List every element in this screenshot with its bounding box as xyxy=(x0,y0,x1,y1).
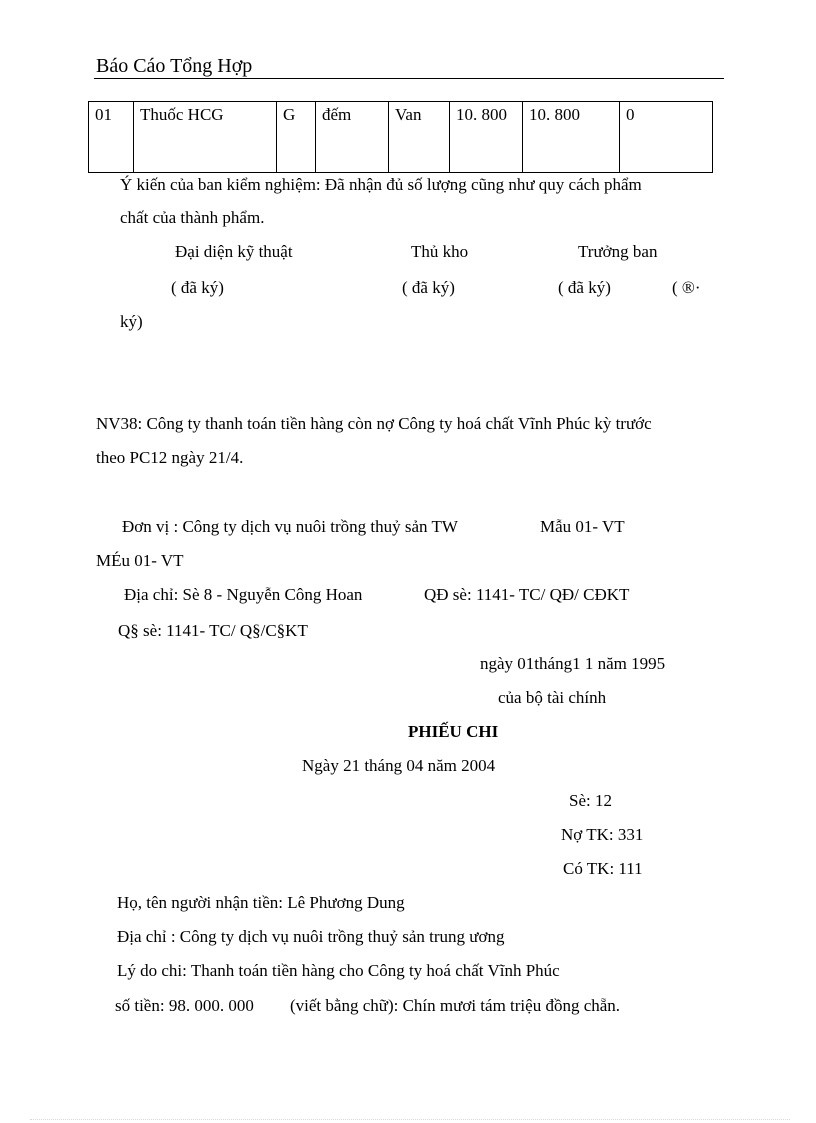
signer-technical: Đại diện kỹ thuật xyxy=(175,242,293,261)
voucher-credit-account: Có TK: 111 xyxy=(563,859,643,878)
form-number-garbled: MÉu 01- VT xyxy=(96,551,184,570)
unit-address: Địa chỉ: Sè 8 - Nguyễn Công Hoan xyxy=(124,585,363,604)
form-number: Mẫu 01- VT xyxy=(540,517,625,536)
table-cell-qty-doc: 10. 800 xyxy=(450,102,523,173)
table-cell-name: Thuốc HCG xyxy=(134,102,277,173)
transaction-line2: theo PC12 ngày 21/4. xyxy=(96,448,244,467)
decision-number: QĐ sè: 1141- TC/ QĐ/ CĐKT xyxy=(424,585,630,604)
signer-storekeeper: Thủ kho xyxy=(411,242,469,261)
table-cell-qty-actual: 10. 800 xyxy=(523,102,620,173)
signed-storekeeper: ( đã ký) xyxy=(402,278,455,297)
signed-technical: ( đã ký) xyxy=(171,278,224,297)
table-cell-method: Van xyxy=(389,102,450,173)
decision-number-garbled: Q§ sè: 1141- TC/ Q§/C§KT xyxy=(118,621,308,640)
decision-date: ngày 01tháng1 1 năm 1995 xyxy=(480,654,666,673)
table-row xyxy=(89,102,713,173)
recipient-address: Địa chỉ : Công ty dịch vụ nuôi trồng thuỷ sản trung ương xyxy=(117,927,505,946)
header-rule xyxy=(94,78,724,79)
transaction-line1: NV38: Công ty thanh toán tiền hàng còn nợ Công ty hoá chất Vĩnh Phúc kỳ trước xyxy=(96,414,652,433)
voucher-debit-account: Nợ TK: 331 xyxy=(561,825,644,844)
signed-extra-wrap: ký) xyxy=(120,312,143,331)
table-cell-unit: đếm xyxy=(316,102,389,173)
payment-amount: số tiền: 98. 000. 000 xyxy=(115,996,254,1015)
signer-head: Trưởng ban xyxy=(578,242,658,261)
ministry-line: của bộ tài chính xyxy=(498,688,607,707)
page-bottom-rule xyxy=(30,1119,790,1120)
voucher-date: Ngày 21 tháng 04 năm 2004 xyxy=(302,756,496,775)
voucher-number: Sè: 12 xyxy=(569,791,612,810)
inspection-opinion-line2: chất của thành phẩm. xyxy=(120,208,265,227)
table-cell-code: G xyxy=(277,102,316,173)
signed-head: ( đã ký) xyxy=(558,278,611,297)
table-cell-no: 01 xyxy=(89,102,134,173)
document-header-title: Báo Cáo Tổng Hợp xyxy=(96,55,253,77)
goods-table xyxy=(88,101,713,173)
voucher-title: PHIẾU CHI xyxy=(408,722,499,741)
payment-amount-words: (viết bằng chữ): Chín mươi tám triệu đồng chẵn. xyxy=(290,996,621,1015)
signed-extra: ( ®· xyxy=(672,278,701,297)
recipient-name: Họ, tên người nhận tiền: Lê Phương Dung xyxy=(117,893,405,912)
table-cell-diff: 0 xyxy=(620,102,713,173)
unit-name: Đơn vị : Công ty dịch vụ nuôi trồng thuỷ sản TW xyxy=(122,517,458,536)
payment-reason: Lý do chi: Thanh toán tiền hàng cho Công ty hoá chất Vĩnh Phúc xyxy=(117,961,560,980)
inspection-opinion-line1: Ý kiến của ban kiểm nghiệm: Đã nhận đủ số lượng cũng như quy cách phẩm xyxy=(120,175,642,194)
